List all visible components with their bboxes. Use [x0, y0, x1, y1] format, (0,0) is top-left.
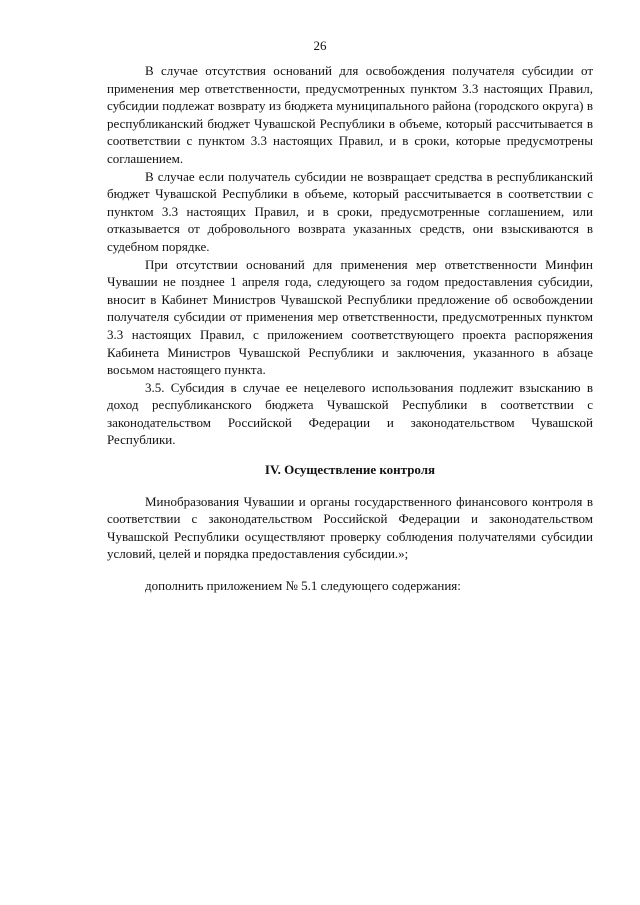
page-number: 26 — [313, 38, 327, 53]
paragraph-refund-obligation: В случае отсутствия оснований для освобождения получателя субсидии от применения мер ответственности, предусмотренных пунктом 3.3 настоящих Правил, субсидии подлежат возврату из бюджета муниципального района (городского округа) в республиканский бюджет Чувашской Республики в объеме, который рассчитывается в соответствии с пунктом 3.3 настоящих Правил, и в сроки, которые предусмотрены соглашением. — [107, 63, 593, 166]
paragraph-addendum: дополнить приложением № 5.1 следующего содержания: — [145, 578, 461, 594]
document-body — [107, 62, 593, 595]
paragraph-misuse-recovery: 3.5. Субсидия в случае ее нецелевого использования подлежит взысканию в доход республиканского бюджета Чувашской Республики в соответствии с законодательством Российской Федерации и законодательством Чувашской Республики. — [107, 379, 593, 448]
paragraph-exemption-proposal: При отсутствии оснований для применения мер ответственности Минфин Чувашии не позднее 1 апреля года, следующего за годом предоставления субсидии, вносит в Кабинет Министров Чувашской Республики предложение об освобождении получателя субсидии от применения мер ответственности, предусмотренных пунктом 3.3 настоящих Правил, с приложением соответствующего проекта распоряжения Кабинета Министров Чувашской Республики и заключения, указанного в абзаце восьмом настоящего пункта. — [107, 256, 593, 378]
section-heading: IV. Осуществление контроля — [264, 462, 436, 478]
paragraph-control: Минобразования Чувашии и органы государственного финансового контроля в соответствии с законодательством Российской Федерации и законодательством Чувашской Республики осуществляют проверку соблюдения получателями субсидии условий, целей и порядка предоставления субсидии.»; — [107, 493, 593, 562]
paragraph-judicial-recovery: В случае если получатель субсидии не возвращает средства в республиканский бюджет Чувашской Республики в объеме, который рассчитывается в соответствии с пунктом 3.3 настоящих Правил, и в сроки, предусмотренные соглашением, или отказывается от добровольного возврата указанных средств, они взыскиваются в судебном порядке. — [107, 168, 593, 254]
